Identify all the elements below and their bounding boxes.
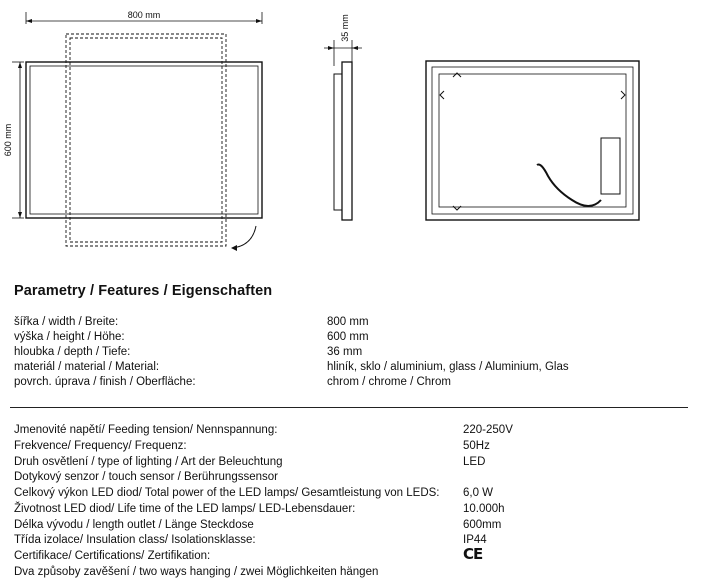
electrical-label: Druh osvětlení / type of lighting / Art der Beleuchtung (14, 456, 283, 468)
side-depth-label: 35 mm (340, 14, 350, 42)
electrical-value: 50Hz (463, 440, 490, 452)
section-divider (10, 407, 688, 408)
electrical-label: Délka vývodu / length outlet / Länge Steckdose (14, 519, 254, 531)
feature-label: materiál / material / Material: (14, 361, 160, 373)
side-view-drawing (324, 14, 362, 220)
electrical-label: Životnost LED diod/ Life time of the LED lamps/ LED-Lebensdauer: (14, 503, 356, 515)
front-width-label: 800 mm (127, 10, 161, 20)
technical-drawings (0, 0, 701, 280)
feature-label: výška / height / Höhe: (14, 331, 125, 343)
back-view-drawing (426, 61, 639, 220)
electrical-value: LED (463, 456, 486, 468)
front-view-drawing (3, 10, 262, 251)
feature-label: šířka / width / Breite: (14, 316, 119, 328)
electrical-value: 600mm (463, 519, 502, 531)
front-height-label: 600 mm (3, 123, 13, 157)
electrical-label: Jmenovité napětí/ Feeding tension/ Nennspannung: (14, 424, 278, 436)
electrical-label: Certifikace/ Certifications/ Zertifikation: (14, 550, 211, 562)
electrical-label: Dotykový senzor / touch sensor / Berührungssensor (14, 471, 278, 483)
electrical-value: 10.000h (463, 503, 505, 515)
feature-label: povrch. úprava / finish / Oberfläche: (14, 376, 196, 388)
electrical-value: 6,0 W (463, 487, 494, 499)
feature-value: 600 mm (327, 331, 369, 343)
electrical-label: Frekvence/ Frequency/ Frequenz: (14, 440, 187, 452)
electrical-label: Celkový výkon LED diod/ Total power of the LED lamps/ Gesamtleistung von LEDS: (14, 487, 440, 499)
electrical-label: Třída izolace/ Insulation class/ Isolationsklasse: (14, 534, 256, 546)
features-title: Parametry / Features / Eigenschaften (14, 283, 273, 299)
feature-value: 800 mm (327, 316, 369, 328)
feature-value: 36 mm (327, 346, 363, 358)
ce-mark-icon: CE (463, 545, 483, 563)
feature-value: hliník, sklo / aluminium, glass / Aluminium, Glas (327, 361, 569, 373)
electrical-value: IP44 (463, 534, 487, 546)
feature-value: chrom / chrome / Chrom (327, 376, 451, 388)
electrical-value: 220-250V (463, 424, 513, 436)
feature-label: hloubka / depth / Tiefe: (14, 346, 131, 358)
electrical-label: Dva způsoby zavěšení / two ways hanging / zwei Möglichkeiten hängen (14, 566, 379, 578)
